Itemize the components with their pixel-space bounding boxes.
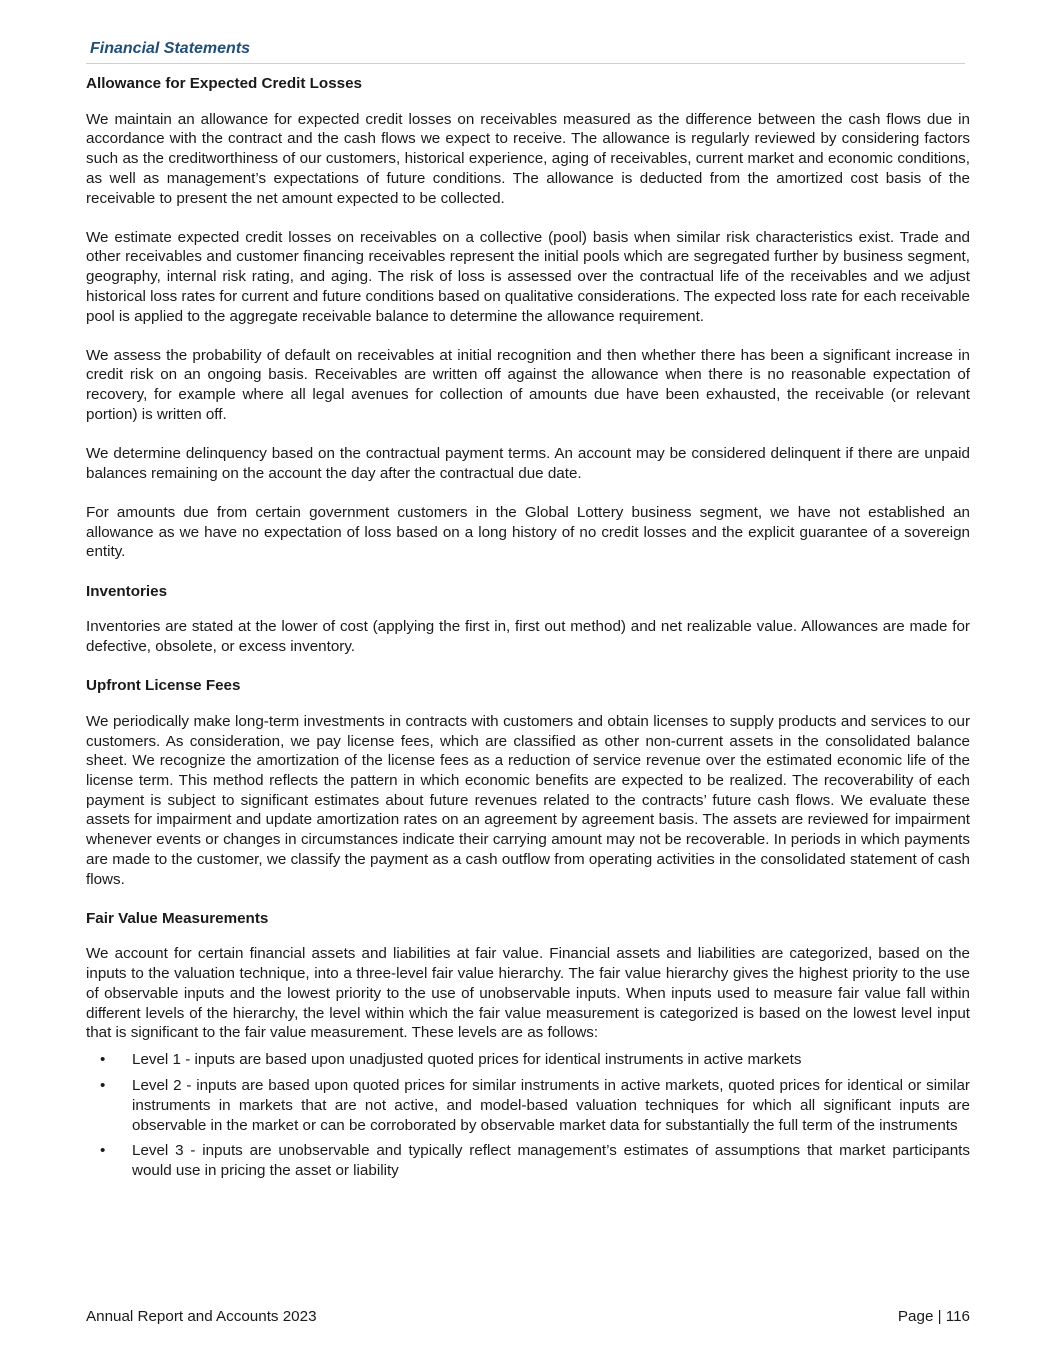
fair-value-levels-list: [86, 1050, 970, 1180]
bullet-marker: •: [100, 1077, 106, 1095]
bullet-marker: •: [100, 1142, 106, 1160]
paragraph: We account for certain financial assets and liabilities at fair value. Financial assets and liabilities are categorized, based on the inputs to the valuation technique, into a three-level fair value hierarchy. The fair value hierarchy gives the highest priority to the use of observable inputs and the lowest priority to the use of unobservable inputs. When inputs used to measure fair value fall within different levels of the hierarchy, the level within which the fair value measurement is categorized is based on the lowest level input that is significant to the fair value measurement. These levels are as follows:: [86, 945, 970, 1042]
list-item-text: Level 2 - inputs are based upon quoted prices for similar instruments in active markets, quoted prices for identical or similar instruments in markets that are not active, and model-based valuation techniques for which all significant inputs are observable in the market or can be corroborated by observable market data for substantially the full term of the instruments: [132, 1077, 970, 1134]
section-heading-upfront-license-fees: Upfront License Fees: [86, 677, 241, 695]
section-heading-fair-value: Fair Value Measurements: [86, 909, 269, 927]
paragraph: We assess the probability of default on receivables at initial recognition and then whether there has been a significant increase in credit risk on an ongoing basis. Receivables are written off against the allowance when there is no reasonable expectation of recovery, for example where all legal avenues for collection of amounts due have been exhausted, the receivable (or relevant portion) is written off.: [86, 346, 970, 423]
paragraph: We maintain an allowance for expected credit losses on receivables measured as the difference between the cash flows due in accordance with the contract and the cash flows we expect to receive. The allowance is regularly reviewed by considering factors such as the creditworthiness of our customers, historical experience, aging of receivables, current market and economic conditions, as well as management’s expectations of future conditions. The allowance is deducted from the amortized cost basis of the receivable to present the net amount expected to be collected.: [86, 110, 970, 207]
list-item-text: Level 1 - inputs are based upon unadjusted quoted prices for identical instruments in active markets: [132, 1051, 802, 1069]
paragraph: Inventories are stated at the lower of cost (applying the first in, first out method) and net realizable value. Allowances are made for defective, obsolete, or excess inventory.: [86, 618, 970, 655]
page-header: [86, 38, 965, 64]
section-heading-credit-losses: Allowance for Expected Credit Losses: [86, 75, 362, 92]
list-item: [86, 1141, 970, 1180]
list-item: [86, 1076, 970, 1135]
paragraph: For amounts due from certain government customers in the Global Lottery business segment, we have not established an allowance as we have no expectation of loss based on a long history of no credit losses and the explicit guarantee of a sovereign entity.: [86, 503, 970, 561]
paragraph: We periodically make long-term investments in contracts with customers and obtain licenses to supply products and services to our customers. As consideration, we pay license fees, which are classified as other non-current assets in the consolidated balance sheet. We recognize the amortization of the license fees as a reduction of service revenue over the estimated economic life of the license term. This method reflects the pattern in which economic benefits are expected to be realized. The recoverability of each payment is subject to significant estimates about future revenues related to the contracts’ future cash flows. We evaluate these assets for impairment and update amortization rates on an agreement by agreement basis. The assets are reviewed for impairment whenever events or changes in circumstances indicate their carrying amount may not be recoverable. In periods in which payments are made to the customer, we classify the payment as a cash outflow from operating activities in the consolidated statement of cash flows.: [86, 712, 970, 888]
footer-report-title: Annual Report and Accounts 2023: [86, 1308, 317, 1325]
paragraph: We estimate expected credit losses on receivables on a collective (pool) basis when similar risk characteristics exist. Trade and other receivables and customer financing receivables represent the initial pools which are segregated further by business segment, geography, internal risk rating, and aging. The risk of loss is assessed over the contractual life of the receivables and we adjust historical loss rates for current and future conditions based on qualitative considerations. The expected loss rate for each receivable pool is applied to the aggregate receivable balance to determine the allowance requirement.: [86, 228, 970, 325]
document-body: [86, 74, 970, 1187]
page-header-title: Financial Statements: [90, 40, 251, 57]
bullet-marker: •: [100, 1051, 106, 1069]
list-item: [86, 1050, 970, 1070]
footer-page-number: Page | 116: [897, 1308, 970, 1325]
paragraph: We determine delinquency based on the contractual payment terms. An account may be considered delinquent if there are unpaid balances remaining on the account the day after the contractual due date.: [86, 445, 970, 482]
section-heading-inventories: Inventories: [86, 582, 168, 600]
list-item-text: Level 3 - inputs are unobservable and typically reflect management’s estimates of assumptions that market participants would use in pricing the asset or liability: [132, 1142, 970, 1179]
